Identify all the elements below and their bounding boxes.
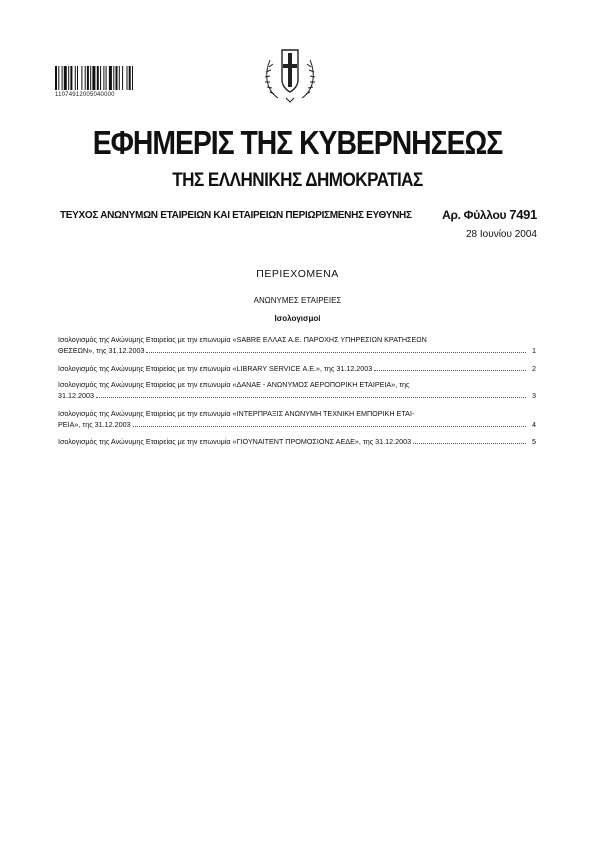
toc-entry[interactable] (58, 436, 536, 447)
toc-entry[interactable] (58, 334, 536, 356)
issue-type: ΤΕΥΧΟΣ ΑΝΩΝΥΜΩΝ ΕΤΑΙΡΕΙΩΝ ΚΑΙ ΕΤΑΙΡΕΙΩΝ ΠΕΡΙΩΡΙΣΜΕΝΗΣ ΕΥΘΥΝΗΣ (60, 210, 412, 221)
subsection-heading: Ισολογισμοί (274, 314, 321, 323)
sheet-number-value: 7491 (509, 207, 537, 222)
toc-entry-line2: ΘΕΣΕΩΝ», της 31.12.2003 (58, 346, 145, 355)
barcode-number: 11074912005040000 (55, 92, 115, 98)
dot-leader (413, 442, 526, 444)
toc-page-number: 2 (532, 364, 536, 373)
toc-entry-line2: 31.12.2003 (58, 391, 94, 400)
toc-entry-line1: Ισολογισμός της Ανώνυμης Εταιρείας με την επωνυμία «SABRE ΕΛΛΑΣ Α.Ε. ΠΑΡΟΧΗΣ ΥΠΗΡΕΣΙΩΝ ΚΡΑΤΗΣΕΩΝ (58, 335, 427, 344)
toc-entry-line1: Ισολογισμός της Ανώνυμης Εταιρείας με την επωνυμία «ΔΑΝΑΕ - ΑΝΩΝΥΜΟΣ ΑΕΡΟΠΟΡΙΚΗ ΕΤΑΙΡΕΙΑ», της (58, 380, 410, 389)
toc-entry-line2: ΡΕΙΑ», της 31.12.2003 (58, 420, 131, 429)
greek-coat-of-arms-icon (260, 40, 320, 106)
toc-entry[interactable] (58, 363, 536, 374)
toc-page-number: 1 (532, 346, 536, 355)
sheet-label: Αρ. Φύλλου (442, 208, 507, 222)
sheet-number (442, 207, 537, 222)
toc-page-number: 3 (532, 391, 536, 400)
dot-leader (96, 396, 526, 398)
barcode (55, 66, 165, 90)
section-heading: ΑΝΩΝΥΜΕΣ ΕΤΑΙΡΕΙΕΣ (253, 296, 342, 305)
dot-leader (133, 425, 526, 427)
gazette-subtitle: ΤΗΣ ΕΛΛΗΝΙΚΗΣ ΔΗΜΟΚΡΑΤΙΑΣ (172, 170, 423, 191)
toc-page-number: 4 (532, 420, 536, 429)
toc-entry[interactable] (58, 408, 536, 430)
contents-heading: ΠΕΡΙΕΧΟΜΕΝΑ (256, 268, 339, 280)
gazette-title: ΕΦΗΜΕΡΙΣ ΤΗΣ ΚΥΒΕΡΝΗΣΕΩΣ (92, 124, 503, 161)
toc-entry-line2: Ισολογισμός της Ανώνυμης Εταιρείας με την επωνυμία «ΓΙΟΥΝΑΙΤΕΝΤ ΠΡΟΜΟΣΙΟΝΣ ΑΕΔΕ», της 31.12.2003 (58, 437, 412, 446)
toc-entry-line2: Ισολογισμός της Ανώνυμης Εταιρείας με την επωνυμία «LIBRARY SERVICE Α.Ε.», της 31.12.2003 (58, 364, 373, 373)
dot-leader (374, 369, 526, 371)
toc-entry[interactable] (58, 379, 536, 401)
toc-page-number: 5 (532, 437, 536, 446)
toc-entry-line1: Ισολογισμός της Ανώνυμης Εταιρείας με την επωνυμία «ΙΝΤΕΡΠΡΑΞΙΣ ΑΝΩΝΥΜΗ ΤΕΧΝΙΚΗ ΕΜΠΟΡΙΚΗ ΕΤΑΙ- (58, 409, 415, 418)
issue-date: 28 Ιουνίου 2004 (466, 229, 537, 240)
dot-leader (146, 351, 526, 353)
